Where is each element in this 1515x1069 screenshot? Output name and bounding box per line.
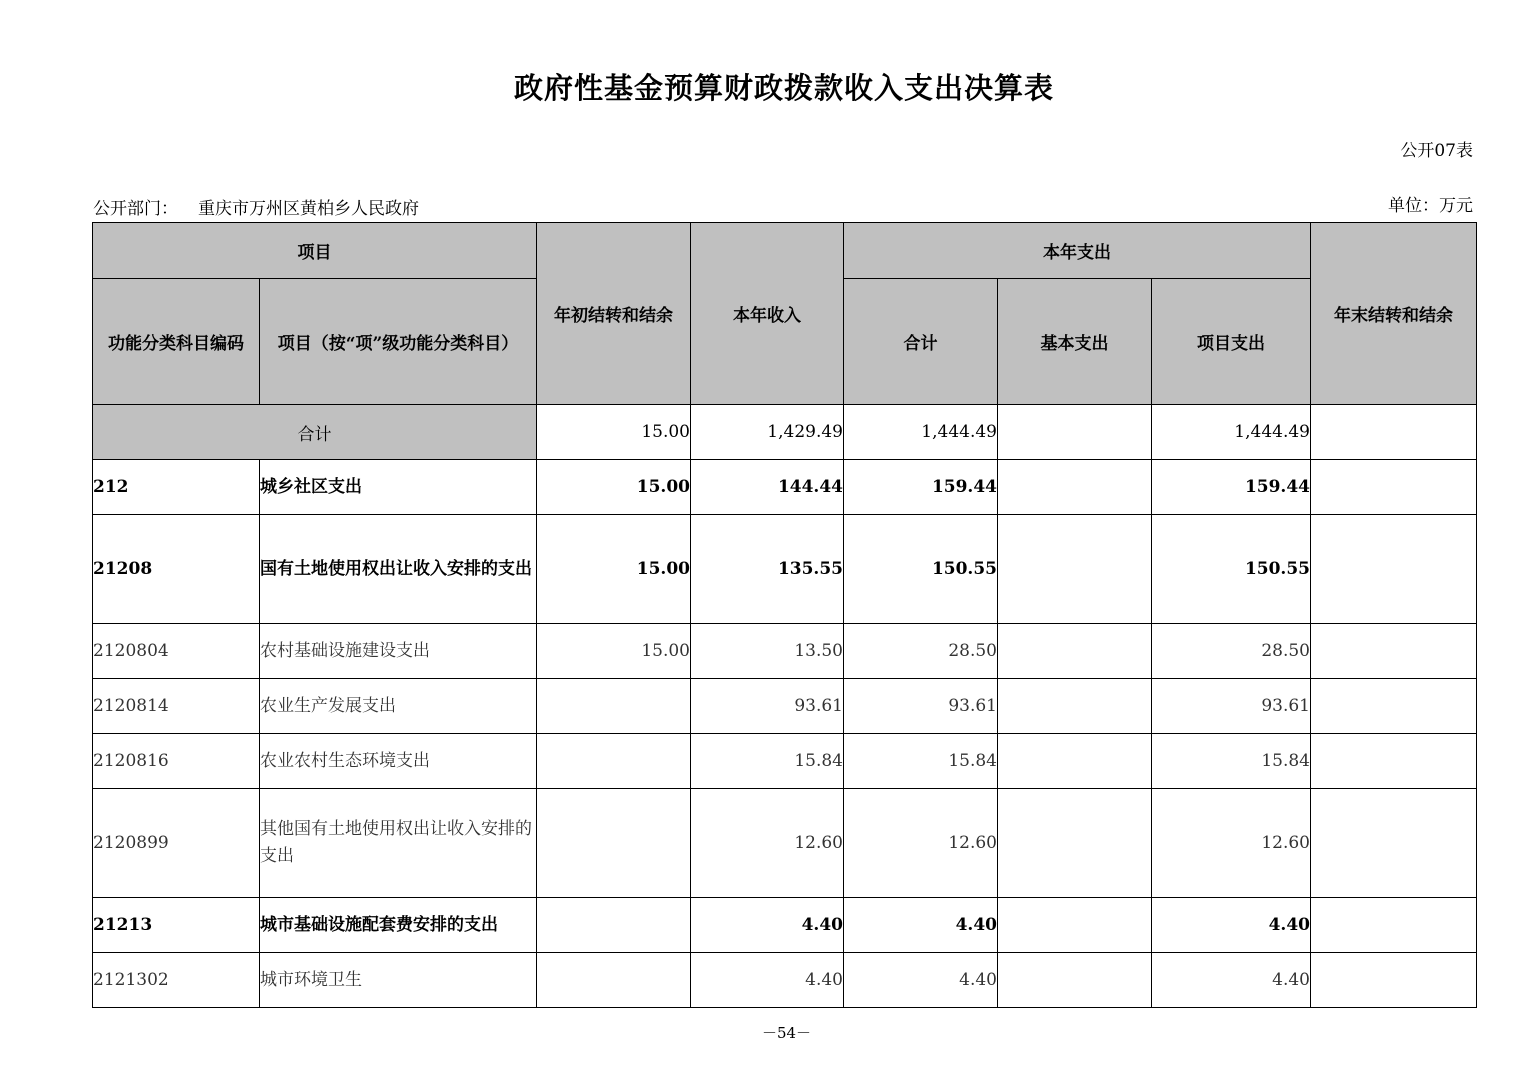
row-code: 2120814: [93, 679, 260, 734]
table-row: [93, 515, 1477, 624]
row-closing: [1311, 734, 1477, 789]
row-name: 城市环境卫生: [260, 953, 537, 1008]
row-opening: [537, 789, 691, 898]
header-name: 项目（按“项”级功能分类科目）: [260, 279, 537, 405]
row-code: 21208: [93, 515, 260, 624]
header-item: 项目: [93, 223, 537, 279]
row-income: 135.55: [691, 515, 844, 624]
row-income: 144.44: [691, 460, 844, 515]
row-project: 150.55: [1152, 515, 1311, 624]
row-opening: [537, 898, 691, 953]
row-project: 159.44: [1152, 460, 1311, 515]
row-name: 其他国有土地使用权出让收入安排的支出: [260, 789, 537, 898]
row-total: 150.55: [844, 515, 998, 624]
total-income: 1,429.49: [691, 405, 844, 460]
row-income: 13.50: [691, 624, 844, 679]
table-row: [93, 789, 1477, 898]
header-closing: 年末结转和结余: [1311, 223, 1477, 405]
row-project: 28.50: [1152, 624, 1311, 679]
row-income: 12.60: [691, 789, 844, 898]
total-opening: 15.00: [537, 405, 691, 460]
row-project: 12.60: [1152, 789, 1311, 898]
row-basic: [998, 460, 1152, 515]
row-code: 2120804: [93, 624, 260, 679]
row-total: 28.50: [844, 624, 998, 679]
row-closing: [1311, 515, 1477, 624]
total-total: 1,444.49: [844, 405, 998, 460]
row-opening: 15.00: [537, 624, 691, 679]
report-table: [92, 222, 1477, 1008]
row-basic: [998, 953, 1152, 1008]
row-name: 农村基础设施建设支出: [260, 624, 537, 679]
table-row: [93, 734, 1477, 789]
row-closing: [1311, 898, 1477, 953]
row-code: 212: [93, 460, 260, 515]
total-basic: [998, 405, 1152, 460]
row-basic: [998, 679, 1152, 734]
row-opening: [537, 734, 691, 789]
header-income: 本年收入: [691, 223, 844, 405]
row-closing: [1311, 624, 1477, 679]
form-number: 公开07表: [1400, 141, 1473, 161]
header-opening: 年初结转和结余: [537, 223, 691, 405]
row-opening: [537, 679, 691, 734]
row-opening: [537, 953, 691, 1008]
row-name: 农业农村生态环境支出: [260, 734, 537, 789]
table-row: [93, 679, 1477, 734]
page-number: －54－: [761, 1024, 812, 1042]
department-line: [93, 194, 419, 219]
total-label: 合计: [93, 405, 537, 460]
row-closing: [1311, 460, 1477, 515]
row-opening: 15.00: [537, 515, 691, 624]
row-total: 15.84: [844, 734, 998, 789]
table-row: [93, 898, 1477, 953]
row-basic: [998, 734, 1152, 789]
row-code: 2120899: [93, 789, 260, 898]
total-project: 1,444.49: [1152, 405, 1311, 460]
department-name: 重庆市万州区黄柏乡人民政府: [198, 199, 419, 219]
row-project: 15.84: [1152, 734, 1311, 789]
header-expense: 本年支出: [844, 223, 1311, 279]
row-income: 15.84: [691, 734, 844, 789]
total-closing: [1311, 405, 1477, 460]
row-total: 159.44: [844, 460, 998, 515]
row-basic: [998, 789, 1152, 898]
row-project: 93.61: [1152, 679, 1311, 734]
row-name: 国有土地使用权出让收入安排的支出: [260, 515, 537, 624]
row-total: 4.40: [844, 953, 998, 1008]
row-total: 93.61: [844, 679, 998, 734]
header-row-1: [93, 223, 1477, 279]
header-total: 合计: [844, 279, 998, 405]
row-code: 2121302: [93, 953, 260, 1008]
department-label: 公开部门：: [93, 199, 178, 219]
row-closing: [1311, 953, 1477, 1008]
total-row: [93, 405, 1477, 460]
row-income: 4.40: [691, 953, 844, 1008]
table-row: [93, 953, 1477, 1008]
row-basic: [998, 898, 1152, 953]
row-income: 4.40: [691, 898, 844, 953]
row-income: 93.61: [691, 679, 844, 734]
row-closing: [1311, 789, 1477, 898]
page-title: 政府性基金预算财政拨款收入支出决算表: [513, 71, 1054, 105]
row-code: 21213: [93, 898, 260, 953]
header-basic: 基本支出: [998, 279, 1152, 405]
row-total: 4.40: [844, 898, 998, 953]
row-total: 12.60: [844, 789, 998, 898]
row-project: 4.40: [1152, 953, 1311, 1008]
row-basic: [998, 624, 1152, 679]
unit-label: 单位：万元: [1388, 196, 1473, 216]
row-basic: [998, 515, 1152, 624]
header-code: 功能分类科目编码: [93, 279, 260, 405]
row-name: 农业生产发展支出: [260, 679, 537, 734]
header-project: 项目支出: [1152, 279, 1311, 405]
row-opening: 15.00: [537, 460, 691, 515]
row-name: 城市基础设施配套费安排的支出: [260, 898, 537, 953]
row-code: 2120816: [93, 734, 260, 789]
row-closing: [1311, 679, 1477, 734]
table-row: [93, 624, 1477, 679]
table-row: [93, 460, 1477, 515]
row-project: 4.40: [1152, 898, 1311, 953]
row-name: 城乡社区支出: [260, 460, 537, 515]
